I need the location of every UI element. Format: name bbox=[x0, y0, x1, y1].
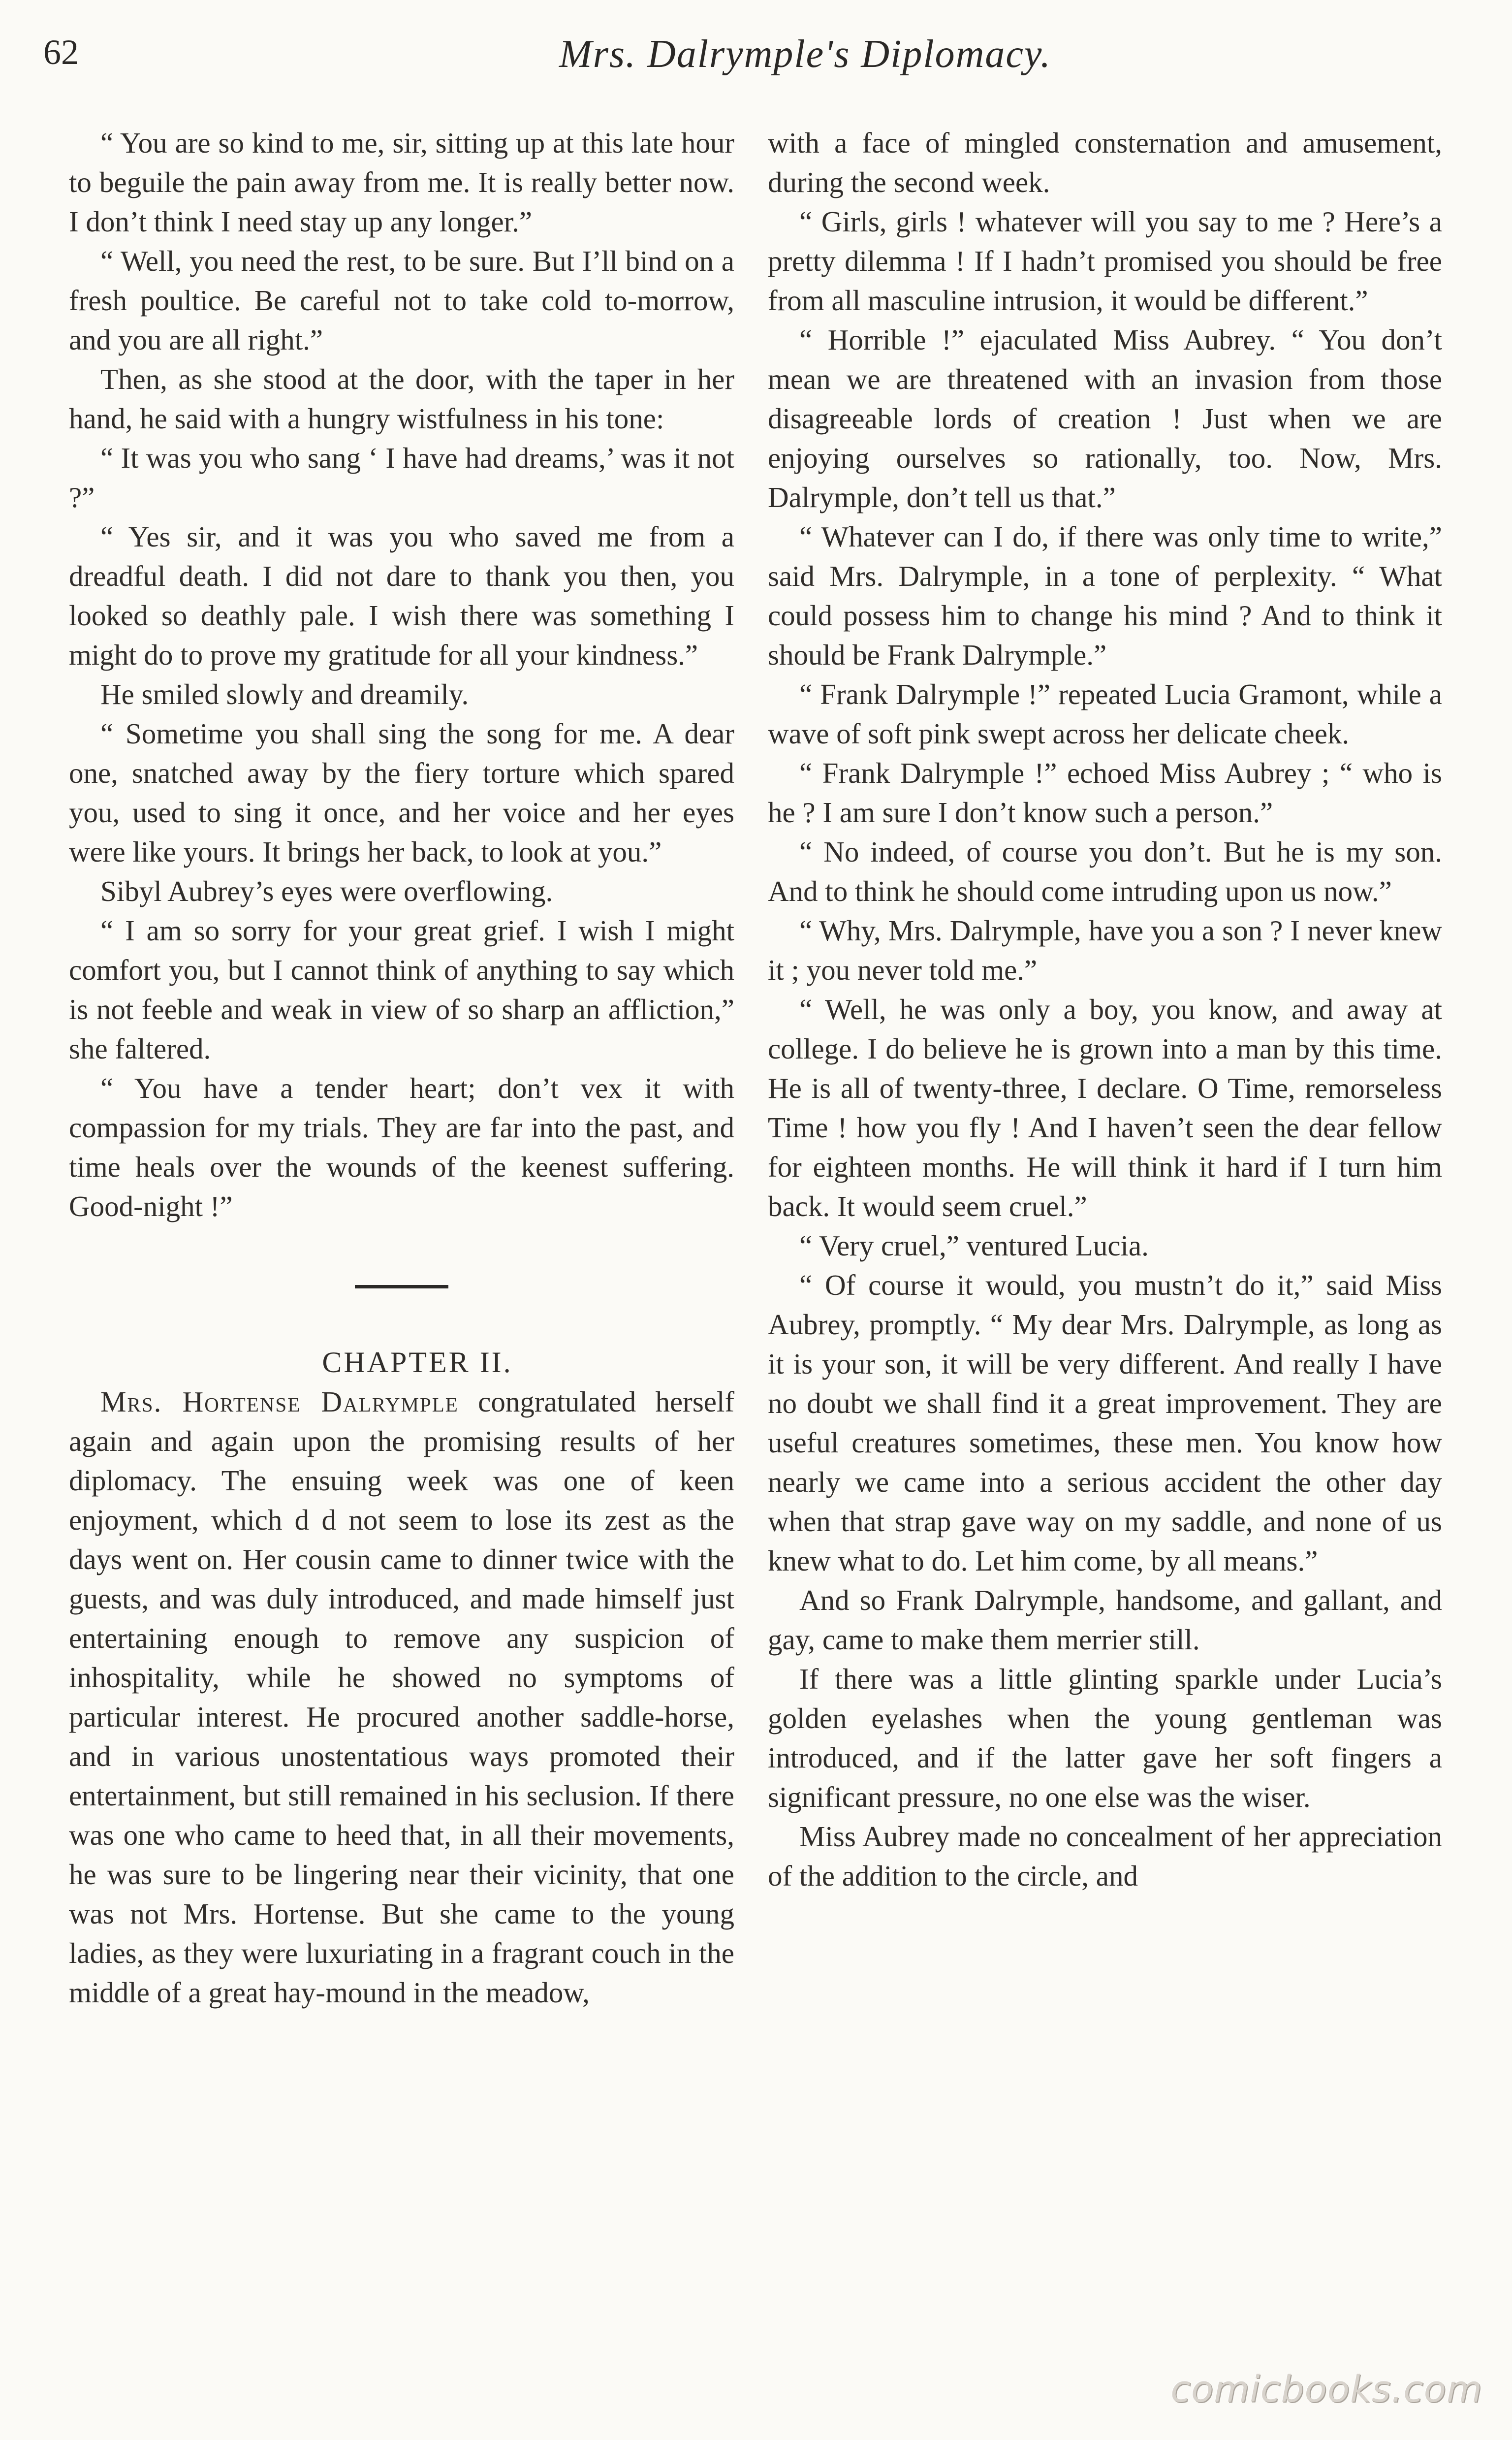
chapter-lead-text: congratulated herself again and again upon the promising results of her diplomacy. The ensuing week was one of keen enjoyment, which d d not seem to lose its zest as the days went on. Her cousin came to dinner twice with the guests, and was duly introduced, and made himself just entertaining enough to remove any suspicion of inhospitality, while he showed no symptoms of particular interest. He procured another saddle-horse, and in various unostentatious ways promoted their entertainment, but still remained in his seclusion. If there was one who came to heed that, in all their movements, he was sure to be lingering near their vicinity, that one was not Mrs. Hortense. But she came to the young ladies, as they were luxuriating in a fragrant couch in the middle of a great hay-mound in the meadow, bbox=[69, 1385, 734, 2009]
chapter-lead-smallcaps: Mrs. Hortense Dalrymple bbox=[100, 1385, 459, 1418]
paragraph: “ No indeed, of course you don’t. But he is my son. And to think he should come intruding upon us now.” bbox=[768, 835, 1442, 907]
paragraph: “ Whatever can I do, if there was only time to write,” said Mrs. Dalrymple, in a tone of perplexity. “ What could possess him to change his mind ? And to think it should be Frank Dalrymple.” bbox=[768, 520, 1442, 671]
paragraph: “ Girls, girls ! whatever will you say to me ? Here’s a pretty dilemma ! If I hadn’t promised you should be free from all masculine intrusion, it would be different.” bbox=[768, 205, 1442, 317]
paragraph: He smiled slowly and dreamily. bbox=[100, 678, 469, 710]
page-number: 62 bbox=[43, 32, 79, 72]
chapter-divider bbox=[355, 1285, 448, 1288]
paragraph: “ Well, he was only a boy, you know, and away at college. I do believe he is grown into a man by this time. He is all of twenty-three, I declare. O Time, remorseless Time ! how you fly ! And I haven’t seen the dear fellow for eighteen months. He will think it hard if I turn him back. It would seem cruel.” bbox=[768, 993, 1442, 1222]
chapter-opening-paragraph bbox=[69, 1382, 734, 2012]
paragraph: “ Of course it would, you mustn’t do it,” said Miss Aubrey, promptly. “ My dear Mrs. Dalrymple, as long as it is your son, it will be very different. And really I have no doubt we shall find it a great improvement. They are useful creatures sometimes, these men. You know how nearly we came into a serious accident the other day when that strap gave way on my saddle, and none of us knew what to do. Let him come, by all means.” bbox=[768, 1269, 1442, 1577]
paragraph-continuation: with a face of mingled consternation and amusement, during the second week. bbox=[768, 127, 1442, 198]
paragraph: And so Frank Dalrymple, handsome, and gallant, and gay, came to make them merrier still. bbox=[768, 1584, 1442, 1656]
paragraph: “ Why, Mrs. Dalrymple, have you a son ? I never knew it ; you never told me.” bbox=[768, 914, 1442, 986]
watermark: comicbooks.com bbox=[1170, 2368, 1482, 2410]
paragraph: “ Sometime you shall sing the song for me. A dear one, snatched away by the fiery torture which spared you, used to sing it once, and her voice and her eyes were like yours. It brings her back, to look at you.” bbox=[69, 717, 734, 868]
paragraph: “ Frank Dalrymple !” repeated Lucia Gramont, while a wave of soft pink swept across her delicate cheek. bbox=[768, 678, 1442, 750]
paragraph: “ Frank Dalrymple !” echoed Miss Aubrey ; “ who is he ? I am sure I don’t know such a person.” bbox=[768, 757, 1442, 829]
paragraph: “ You have a tender heart; don’t vex it with compassion for my trials. They are far into the past, and time heals over the wounds of the keenest suffering. Good-night !” bbox=[69, 1072, 734, 1222]
running-title: Mrs. Dalrymple's Diplomacy. bbox=[559, 32, 1051, 76]
right-column bbox=[768, 123, 1442, 1895]
paragraph: Sibyl Aubrey’s eyes were overflowing. bbox=[100, 875, 553, 907]
paragraph: Then, as she stood at the door, with the taper in her hand, he said with a hungry wistfulness in his tone: bbox=[69, 363, 734, 435]
paragraph: “ Yes sir, and it was you who saved me from a dreadful death. I did not dare to thank you then, you looked so deathly pale. I wish there was something I might do to prove my gratitude for all your kindness.” bbox=[69, 520, 734, 671]
paragraph: “ It was you who sang ‘ I have had dreams,’ was it not ?” bbox=[69, 442, 734, 514]
paragraph: “ You are so kind to me, sir, sitting up at this late hour to beguile the pain away from me. It is really better now. I don’t think I need stay up any longer.” bbox=[69, 127, 734, 238]
paragraph: “ I am so sorry for your great grief. I wish I might comfort you, but I cannot think of anything to say which is not feeble and weak in view of so sharp an affliction,” she faltered. bbox=[69, 914, 734, 1065]
paragraph: If there was a little glinting sparkle under Lucia’s golden eyelashes when the young gentleman was introduced, and if the latter gave her soft fingers a significant pressure, no one else was the wiser. bbox=[768, 1663, 1442, 1813]
left-column bbox=[69, 123, 734, 2012]
chapter-title: CHAPTER II. bbox=[322, 1346, 513, 1379]
paragraph: “ Very cruel,” ventured Lucia. bbox=[799, 1229, 1149, 1262]
paragraph: “ Well, you need the rest, to be sure. But I’ll bind on a fresh poultice. Be careful not to take cold to-morrow, and you are all right.” bbox=[69, 245, 734, 356]
paragraph: Miss Aubrey made no concealment of her appreciation of the addition to the circle, and bbox=[768, 1820, 1442, 1892]
paragraph: “ Horrible !” ejaculated Miss Aubrey. “ You don’t mean we are threatened with an invasion from those disagreeable lords of creation ! Just when we are enjoying ourselves so rationally, too. Now, Mrs. Dalrymple, don’t tell us that.” bbox=[768, 323, 1442, 514]
